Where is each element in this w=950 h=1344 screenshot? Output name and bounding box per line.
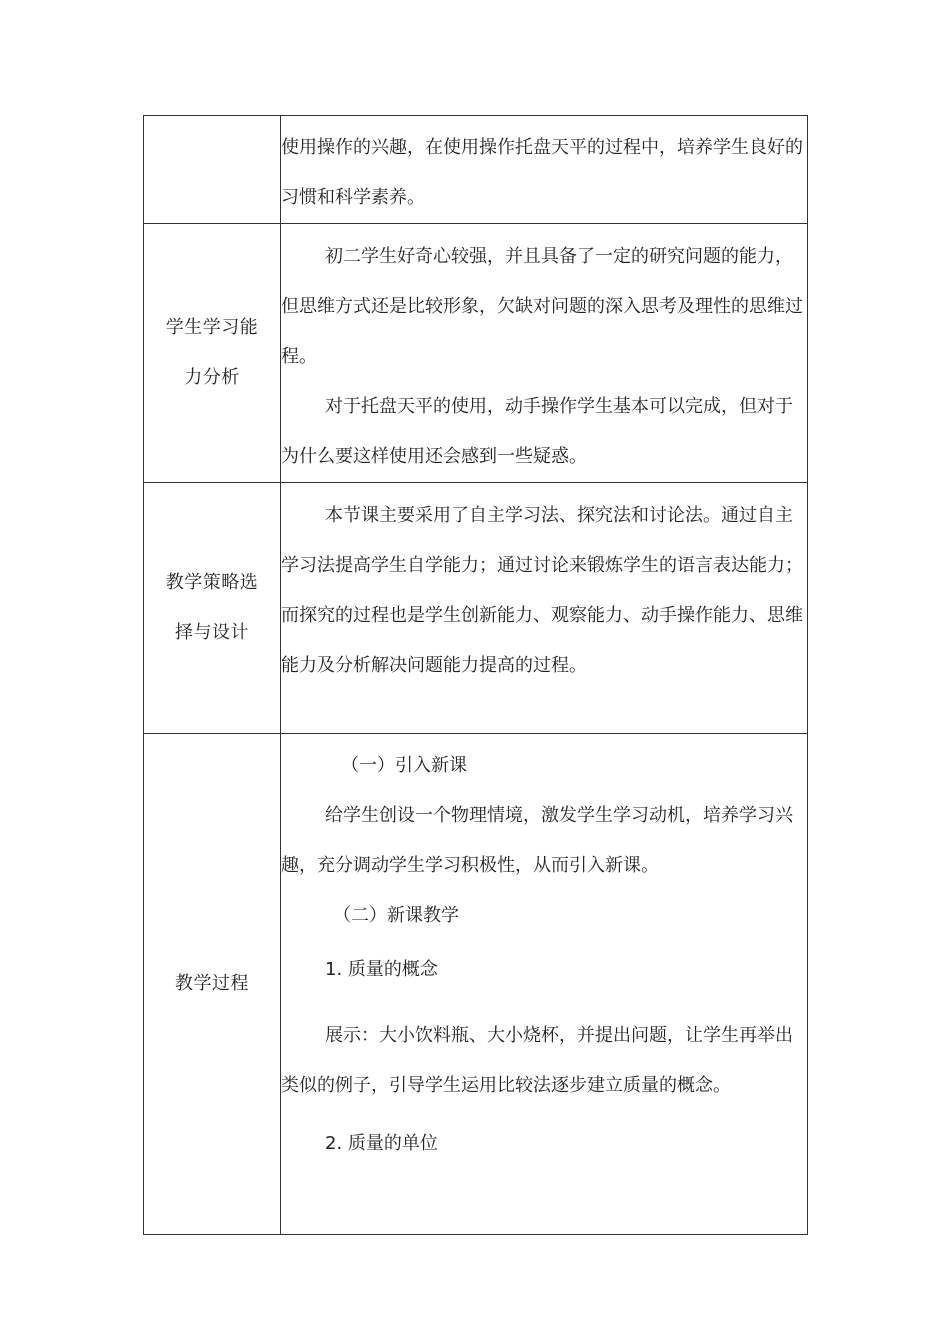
lesson-plan-table xyxy=(143,115,808,1235)
row-label-empty xyxy=(144,116,281,224)
row-label-learning-analysis xyxy=(144,224,281,483)
section-heading: （二）新课教学 xyxy=(333,905,459,926)
table-row xyxy=(144,483,808,734)
row-content xyxy=(281,483,808,734)
section-heading: （一）引入新课 xyxy=(341,755,467,776)
paragraph: 对于托盘天平的使用，动手操作学生基本可以完成，但对于为什么要这样使用还会感到一些疑惑。 xyxy=(281,396,793,467)
label-line: 择与设计 xyxy=(175,622,249,643)
label-line: 力分析 xyxy=(184,367,240,388)
paragraph: 本节课主要采用了自主学习法、探究法和讨论法。通过自主学习法提高学生自学能力；通过讨论来锻炼学生的语言表达能力；而探究的过程也是学生创新能力、观察能力、动手操作能力、思维能力及分析解决问题能力提高的过程。 xyxy=(281,505,803,676)
row-content xyxy=(281,224,808,483)
table-row xyxy=(144,224,808,483)
paragraph: 初二学生好奇心较强，并且具备了一定的研究问题的能力，但思维方式还是比较形象，欠缺对问题的深入思考及理性的思维过程。 xyxy=(281,246,803,367)
table-row xyxy=(144,116,808,224)
paragraph: 展示：大小饮料瓶、大小烧杯，并提出问题，让学生再举出类似的例子，引导学生运用比较法逐步建立质量的概念。 xyxy=(281,1025,793,1096)
list-item: 2. 质量的单位 xyxy=(325,1133,438,1154)
label-line: 教学过程 xyxy=(175,973,249,994)
list-item: 1. 质量的概念 xyxy=(325,959,438,980)
row-content xyxy=(281,116,808,224)
label-line: 教学策略选 xyxy=(165,572,259,593)
row-label-process xyxy=(144,734,281,1235)
table-row xyxy=(144,734,808,1235)
row-content xyxy=(281,734,808,1235)
paragraph: 使用操作的兴趣，在使用操作托盘天平的过程中，培养学生良好的习惯和科学素养。 xyxy=(281,137,803,208)
label-line: 学生学习能 xyxy=(165,317,259,338)
paragraph: 给学生创设一个物理情境，激发学生学习动机，培养学习兴趣，充分调动学生学习积极性，从而引入新课。 xyxy=(281,805,793,876)
row-label-strategy xyxy=(144,483,281,734)
